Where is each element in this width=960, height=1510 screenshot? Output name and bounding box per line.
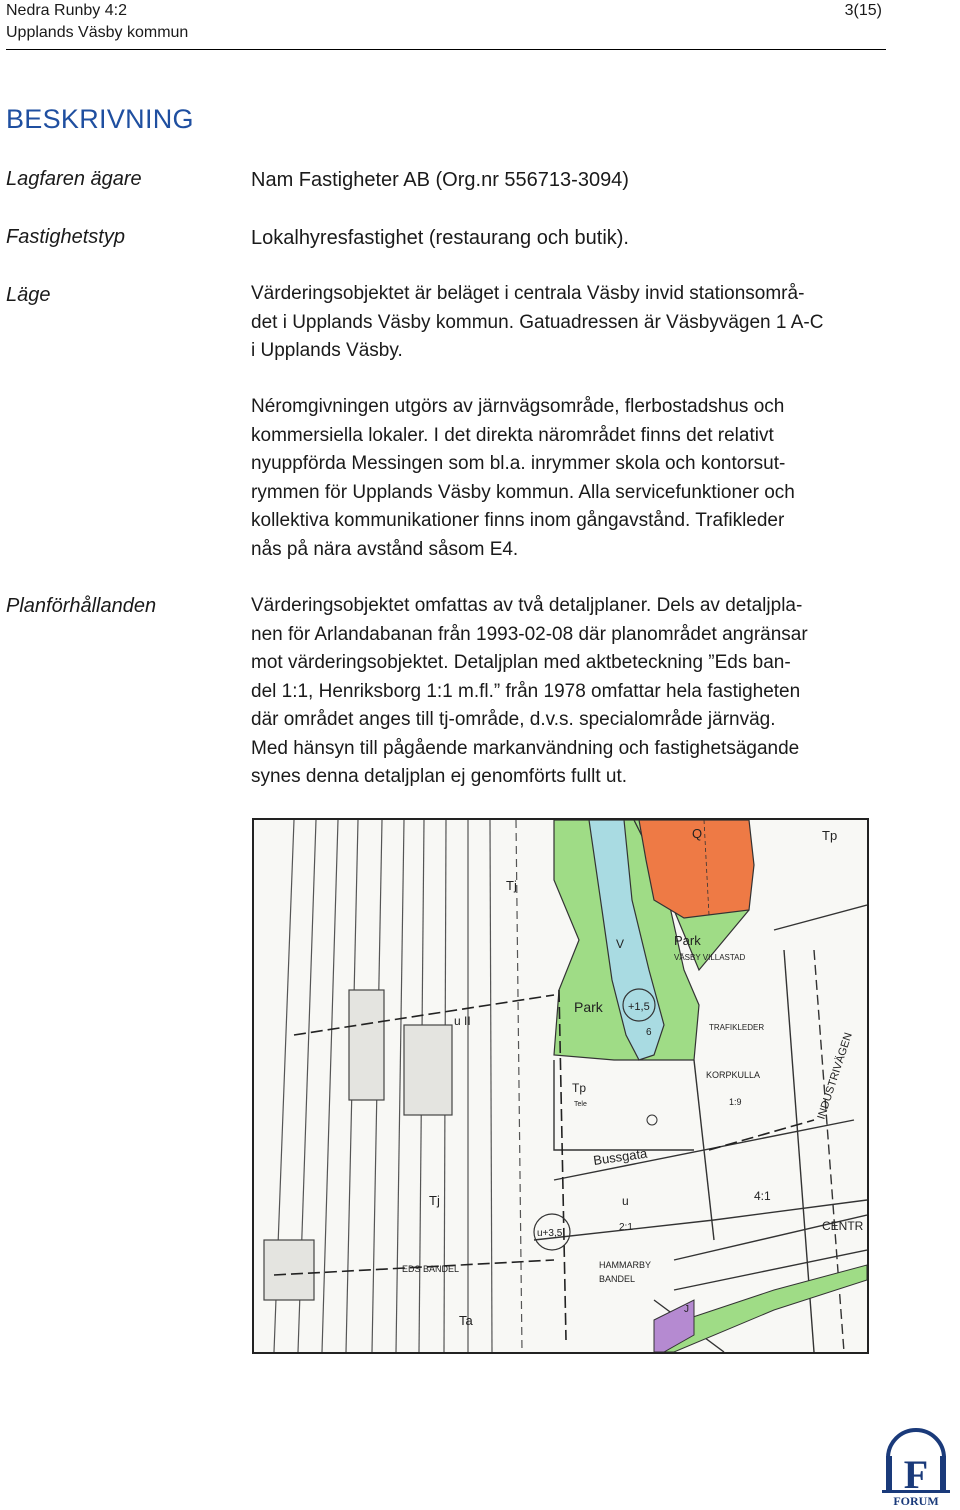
map-label-u-ii: u II — [454, 1014, 471, 1028]
map-label-j: J — [684, 1304, 689, 1315]
page-number: 3(15) — [844, 2, 882, 19]
section-title: BESKRIVNING — [6, 104, 194, 134]
forum-logo-icon — [878, 1418, 954, 1508]
planning-line: mot värderingsobjektet. Detaljplan med aktbeteckning ”Eds ban- — [251, 652, 791, 673]
map-label-park-left: Park — [574, 999, 603, 1015]
map-label-tp: Tp — [822, 828, 838, 843]
map-label-tp-mid: Tp — [572, 1081, 587, 1095]
surroundings-line: Néromgivningen utgörs av järnvägsområde, flerbostadshus och — [251, 396, 785, 417]
map-label-two-one: 2:1 — [619, 1222, 633, 1233]
map-label-tele: Tele — [574, 1101, 587, 1108]
header-title: Nedra Runby 4:2 — [6, 2, 127, 19]
map-label-centr: CENTR — [822, 1219, 864, 1233]
map-label-tj-mid: Tj — [429, 1193, 440, 1208]
location-paragraph — [251, 280, 891, 366]
header-municipality: Upplands Väsby kommun — [6, 24, 189, 41]
map-label-ta: Ta — [459, 1313, 473, 1328]
planning-line: Med hänsyn till pågående markanvändning och fastighetsägande — [251, 737, 800, 759]
page-header — [6, 0, 188, 44]
planning-label: Planförhållanden — [6, 595, 157, 617]
location-label: Läge — [6, 284, 51, 306]
map-label-trafikleder: TRAFIKLEDER — [709, 1023, 765, 1032]
map-label-industrivagen: INDUSTRIVÄGEN — [815, 1031, 855, 1121]
planning-line: nen för Arlandabanan från 1993-02-08 där planområdet angränsar — [251, 623, 808, 645]
surroundings-line: kommersiella lokaler. I det direkta närområdet finns det relativt — [251, 424, 774, 446]
owner-label: Lagfaren ägare — [6, 168, 142, 190]
map-label-hammarby: HAMMARBY — [599, 1260, 652, 1270]
type-value: Lokalhyresfastighet (restaurang och butik). — [251, 227, 629, 249]
forum-logo — [878, 1418, 954, 1508]
map-label-bussgata: Bussgata — [592, 1145, 649, 1168]
surroundings-paragraph — [251, 393, 891, 564]
map-label-nine: 1:9 — [729, 1097, 742, 1107]
map-label-plus-15: +1,5 — [628, 1001, 650, 1013]
surroundings-line: kollektiva kommunikationer finns inom gångavstånd. Trafikleder — [251, 510, 785, 531]
location-line: det i Upplands Väsby kommun. Gatuadressen är Väsbyvägen 1 A-C — [251, 311, 824, 333]
location-line: Värderingsobjektet är beläget i centrala Väsby invid stationsområ- — [251, 283, 805, 304]
logo-name: FORUM — [893, 1494, 939, 1508]
map-label-korpkulla: KORPKULLA — [706, 1070, 761, 1080]
type-label: Fastighetstyp — [6, 226, 125, 248]
planning-line: Värderingsobjektet omfattas av två detaljplaner. Dels av detaljpla- — [251, 595, 803, 616]
map-label-park-right: Park — [674, 933, 701, 948]
planning-line: där området anges till tj-område, d.v.s. specialområde järnväg. — [251, 709, 776, 730]
zoning-map-drawing — [254, 820, 867, 1352]
owner-value: Nam Fastigheter AB (Org.nr 556713-3094) — [251, 169, 629, 191]
surroundings-line: nyuppförda Messingen som bl.a. inrymmer skola och kontorsut- — [251, 453, 786, 474]
zoning-map — [252, 818, 869, 1354]
map-label-q: Q — [692, 826, 703, 841]
map-label-tj: Tj — [506, 878, 517, 893]
planning-line: synes denna detaljplan ej genomförts fullt ut. — [251, 766, 628, 787]
planning-paragraph — [251, 592, 891, 792]
planning-line: del 1:1, Henriksborg 1:1 m.fl.” från 1978 omfattar hela fastigheten — [251, 680, 801, 702]
logo-letter: F — [903, 1452, 929, 1497]
surroundings-line: rymmen för Upplands Väsby kommun. Alla servicefunktioner och — [251, 481, 795, 503]
header-divider — [6, 49, 886, 50]
surroundings-line: nås på nära avstånd såsom E4. — [251, 538, 519, 560]
map-label-u: u — [622, 1194, 629, 1208]
location-line: i Upplands Väsby. — [251, 340, 403, 361]
map-label-u-35: u+3,5 — [537, 1228, 563, 1239]
map-label-forty-one: 4:1 — [754, 1189, 771, 1203]
map-label-v: V — [616, 937, 625, 951]
map-label-vasby-villastad: VÄSBY VILLASTAD — [674, 953, 746, 962]
map-label-eds-bandel: EDS BANDEL — [402, 1264, 460, 1274]
map-label-six: 6 — [646, 1027, 652, 1038]
map-label-bandel: BANDEL — [599, 1274, 636, 1284]
